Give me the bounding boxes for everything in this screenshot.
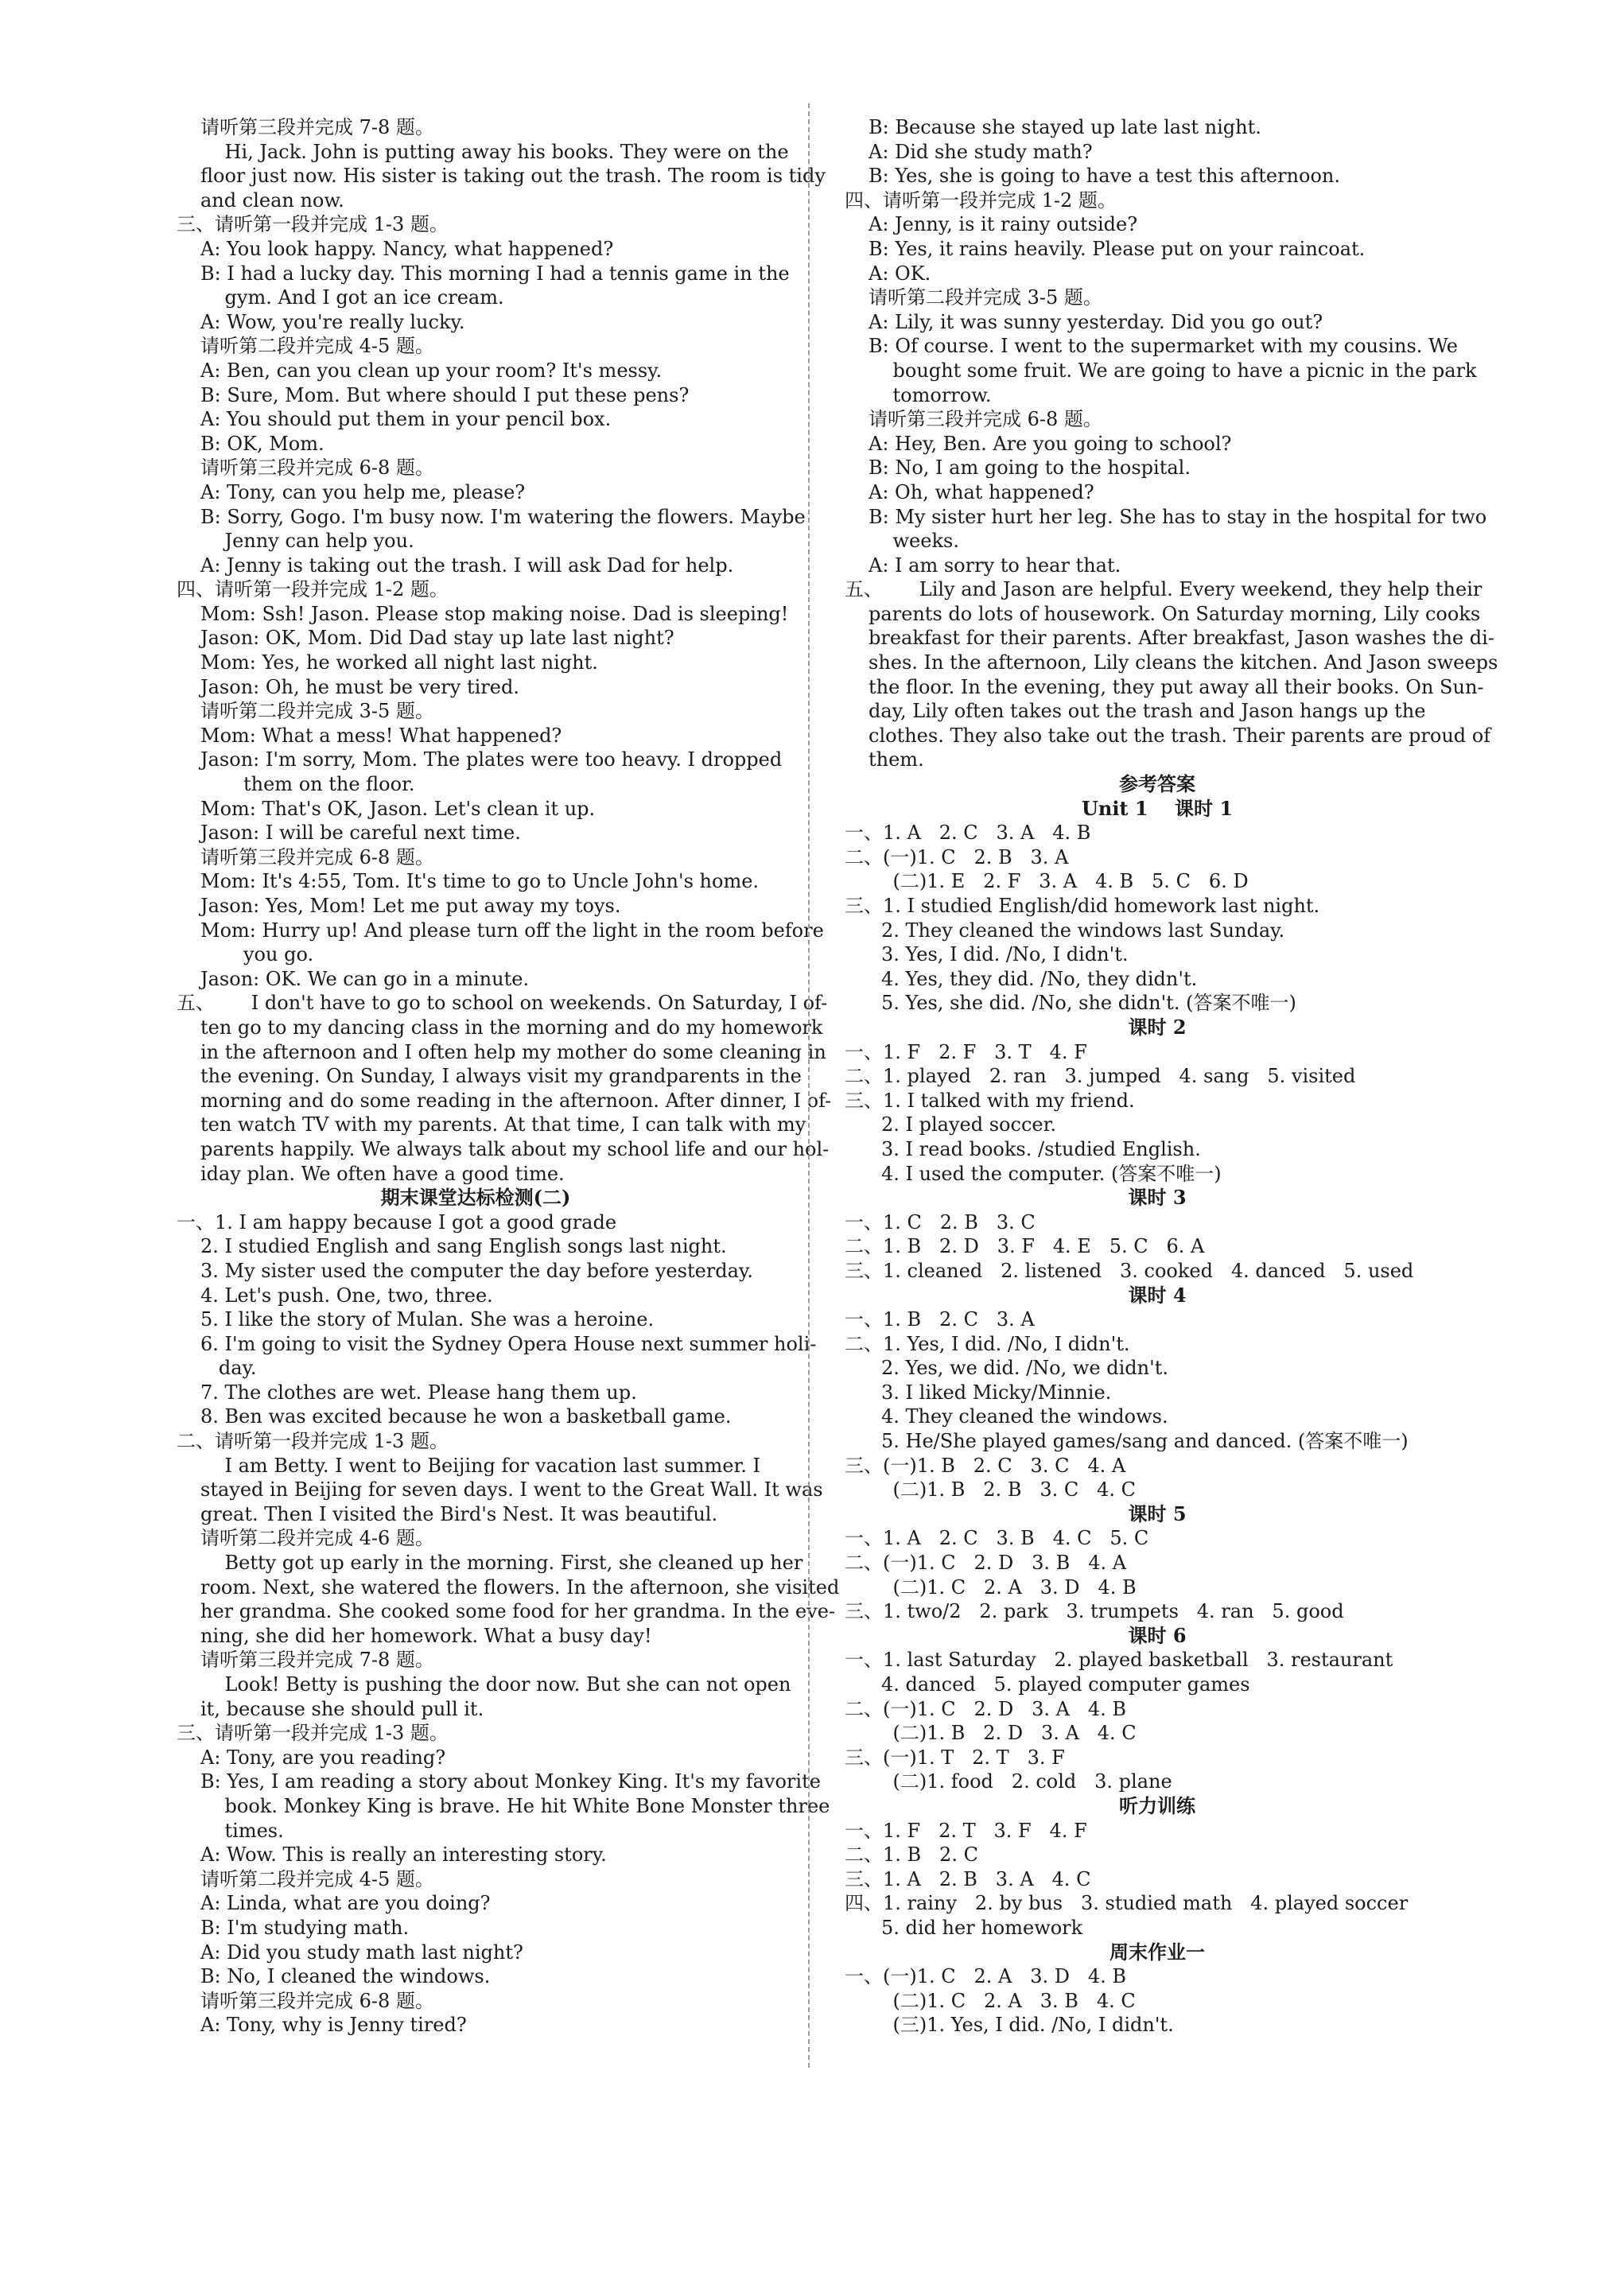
text-line: A: Wow. This is really an interesting story. [200, 1843, 607, 1867]
text-line: (二)1. C 2. A 3. D 4. B [869, 1575, 1137, 1599]
text-line: 三、(一)1. B 2. C 3. C 4. A [845, 1454, 1126, 1477]
text-line: B: I'm studying math. [200, 1916, 410, 1939]
text-line: parents do lots of housework. On Saturday morning, Lily cooks [869, 602, 1481, 625]
text-line: 6. I'm going to visit the Sydney Opera House next summer holi- [200, 1332, 817, 1355]
text-line: 三、请听第一段并完成 1-3 题。 [177, 1722, 449, 1745]
section-heading: 听力训练 [1119, 1793, 1195, 1817]
text-line: A: Wow, you're really lucky. [200, 310, 465, 333]
text-line: 五、 Lily and Jason are helpful. Every weekend, they help their [845, 578, 1483, 601]
text-line: 请听第三段并完成 6-8 题。 [869, 408, 1102, 431]
text-line: gym. And I got an ice cream. [200, 286, 504, 309]
text-line: 三、1. two/2 2. park 3. trumpets 4. ran 5. good [845, 1600, 1344, 1623]
text-line: 3. I liked Micky/Minnie. [881, 1381, 1112, 1404]
text-line: B: Because she stayed up late last night. [869, 116, 1261, 138]
text-line: (二)1. C 2. A 3. B 4. C [869, 1989, 1136, 2012]
text-line: day, Lily often takes out the trash and Jason hangs up the [869, 700, 1426, 723]
text-line: Look! Betty is pushing the door now. But she can not open [200, 1673, 791, 1696]
text-line: day. [200, 1357, 257, 1380]
left-column [177, 115, 840, 2038]
text-line: ning, she did her homework. What a busy day! [200, 1624, 652, 1647]
text-line: B: Yes, I am reading a story about Monkey King. It's my favorite [200, 1770, 821, 1793]
text-line: A: Did she study math? [869, 140, 1093, 163]
text-line: morning and do some reading in the afternoon. After dinner, I of- [200, 1089, 832, 1112]
text-line: A: Lily, it was sunny yesterday. Did you go out? [869, 310, 1323, 333]
text-line: A: Did you study math last night? [200, 1941, 523, 1964]
section-heading: 课时 5 [1128, 1502, 1187, 1525]
section-heading: 课时 3 [1128, 1186, 1187, 1210]
text-line: B: Yes, it rains heavily. Please put on your raincoat. [869, 237, 1366, 260]
text-line: A: Linda, what are you doing? [200, 1892, 491, 1915]
text-line: 三、(一)1. T 2. T 3. F [845, 1746, 1065, 1769]
text-line: book. Monkey King is brave. He hit White Bone Monster three [200, 1794, 830, 1817]
text-line: B: No, I cleaned the windows. [200, 1965, 491, 1988]
text-line: the floor. In the evening, they put away all their books. On Sun- [869, 675, 1484, 698]
text-line: 一、1. last Saturday 2. played basketball 3. restaurant [845, 1649, 1393, 1672]
text-line: 请听第三段并完成 6-8 题。 [200, 1989, 434, 2012]
text-line: 二、(一)1. C 2. B 3. A [845, 845, 1069, 868]
text-line: room. Next, she watered the flowers. In the afternoon, she visited [200, 1575, 840, 1599]
text-line: I am Betty. I went to Beijing for vacation last summer. I [200, 1454, 761, 1477]
text-line: 请听第二段并完成 4-5 题。 [200, 1867, 434, 1890]
text-line: 一、1. F 2. T 3. F 4. F [845, 1819, 1087, 1842]
text-line: parents happily. We always talk about my school life and our hol- [200, 1137, 830, 1160]
text-line: 五、 I don't have to go to school on weekends. On Saturday, I of- [177, 992, 828, 1015]
text-line: Mom: Yes, he worked all night last night. [200, 651, 598, 674]
text-line: A: Tony, can you help me, please? [200, 480, 526, 503]
text-line: 请听第二段并完成 3-5 题。 [200, 700, 434, 723]
text-line: (三)1. Yes, I did. /No, I didn't. [869, 2014, 1174, 2037]
text-line: 3. My sister used the computer the day before yesterday. [200, 1259, 753, 1282]
text-line: 一、1. F 2. F 3. T 4. F [845, 1040, 1087, 1063]
text-line: Jason: I will be careful next time. [200, 822, 521, 845]
text-line: B: I had a lucky day. This morning I had a tennis game in the [200, 262, 790, 285]
text-line: 请听第三段并完成 7-8 题。 [200, 1649, 434, 1672]
text-line: 2. Yes, we did. /No, we didn't. [881, 1357, 1168, 1380]
text-line: bought some fruit. We are going to have a picnic in the park [869, 359, 1477, 382]
text-line: 7. The clothes are wet. Please hang them up. [200, 1381, 637, 1404]
text-line: breakfast for their parents. After breakfast, Jason washes the di- [869, 627, 1494, 650]
text-line: 一、1. I am happy because I got a good grade [177, 1210, 617, 1233]
text-line: 四、请听第一段并完成 1-2 题。 [177, 578, 449, 601]
text-line: 4. Yes, they did. /No, they didn't. [881, 967, 1198, 990]
text-line: 请听第三段并完成 6-8 题。 [200, 845, 434, 868]
text-line: 3. Yes, I did. /No, I didn't. [881, 943, 1129, 966]
text-line: great. Then I visited the Bird's Nest. It was beautiful. [200, 1502, 718, 1525]
text-line: Jason: I'm sorry, Mom. The plates were too heavy. I dropped [200, 748, 783, 771]
text-line: times. [200, 1819, 284, 1842]
text-line: her grandma. She cooked some food for her grandma. In the eve- [200, 1600, 836, 1623]
text-line: 4. I used the computer. (答案不唯一) [881, 1162, 1222, 1185]
text-line: 四、1. rainy 2. by bus 3. studied math 4. played soccer [845, 1892, 1409, 1915]
text-line: Jason: OK, Mom. Did Dad stay up late last night? [200, 627, 674, 650]
text-line: 2. I played soccer. [881, 1113, 1057, 1136]
right-column [845, 115, 1498, 2038]
text-line: A: Jenny, is it rainy outside? [869, 213, 1138, 236]
text-line: 二、1. Yes, I did. /No, I didn't. [845, 1332, 1130, 1355]
text-line: Mom: What a mess! What happened? [200, 724, 562, 747]
text-line: A: Hey, Ben. Are you going to school? [869, 432, 1232, 455]
text-line: 3. I read books. /studied English. [881, 1137, 1201, 1160]
section-heading: 期末课堂达标检测(二) [380, 1186, 571, 1210]
text-line: B: OK, Mom. [200, 432, 324, 455]
text-line: stayed in Beijing for seven days. I went to the Great Wall. It was [200, 1478, 823, 1502]
text-line: A: Ben, can you clean up your room? It's messy. [200, 359, 663, 382]
section-heading: 课时 2 [1128, 1015, 1187, 1039]
text-line: 一、1. A 2. C 3. B 4. C 5. C [845, 1527, 1149, 1550]
text-line: 请听第二段并完成 3-5 题。 [869, 286, 1102, 309]
text-line: 一、1. A 2. C 3. A 4. B [845, 822, 1091, 845]
text-line: Mom: That's OK, Jason. Let's clean it up. [200, 797, 596, 820]
text-line: 一、1. C 2. B 3. C [845, 1210, 1036, 1233]
text-line: Jenny can help you. [200, 530, 414, 553]
text-line: 四、请听第一段并完成 1-2 题。 [845, 188, 1117, 212]
text-line: clothes. They also take out the trash. Their parents are proud of [869, 724, 1491, 747]
text-line: iday plan. We often have a good time. [200, 1162, 565, 1185]
text-line: 三、请听第一段并完成 1-3 题。 [177, 213, 449, 236]
text-line: 二、(一)1. C 2. D 3. B 4. A [845, 1552, 1127, 1575]
text-line: 三、1. A 2. B 3. A 4. C [845, 1867, 1091, 1890]
text-line: 三、1. I studied English/did homework last night. [845, 895, 1320, 917]
text-line: A: Jenny is taking out the trash. I will ask Dad for help. [200, 554, 734, 577]
text-line: 2. They cleaned the windows last Sunday. [881, 919, 1285, 942]
text-line: ten watch TV with my parents. At that time, I can talk with my [200, 1113, 806, 1136]
text-line: A: Oh, what happened? [869, 480, 1094, 503]
section-heading: 课时 6 [1128, 1623, 1187, 1647]
section-heading: 参考答案 [1119, 772, 1195, 796]
text-line: Mom: Hurry up! And please turn off the light in the room before [200, 919, 824, 942]
text-line: shes. In the afternoon, Lily cleans the kitchen. And Jason sweeps [869, 651, 1498, 674]
text-line: 三、1. I talked with my friend. [845, 1089, 1135, 1112]
text-line: weeks. [869, 530, 959, 553]
text-line: Mom: Ssh! Jason. Please stop making noise. Dad is sleeping! [200, 602, 789, 625]
text-line: A: You look happy. Nancy, what happened? [200, 237, 614, 260]
text-line: ten go to my dancing class in the morning and do my homework [200, 1016, 823, 1039]
text-line: (二)1. B 2. D 3. A 4. C [869, 1722, 1137, 1745]
text-line: them. [869, 748, 924, 771]
text-line: 请听第三段并完成 7-8 题。 [200, 116, 434, 138]
text-line: 4. Let's push. One, two, three. [200, 1284, 493, 1307]
text-line: 二、1. B 2. C [845, 1843, 978, 1867]
text-line: it, because she should pull it. [200, 1697, 484, 1720]
text-line: 8. Ben was excited because he won a basketball game. [200, 1405, 732, 1428]
column-divider [808, 103, 810, 2068]
text-line: Hi, Jack. John is putting away his books. They were on the [200, 140, 789, 163]
text-line: in the afternoon and I often help my mother do some cleaning in [200, 1040, 826, 1063]
text-line: B: No, I am going to the hospital. [869, 456, 1191, 480]
text-line: 5. He/She played games/sang and danced. (答案不唯一) [881, 1430, 1409, 1453]
text-line: Jason: OK. We can go in a minute. [200, 967, 530, 990]
section-heading: 周末作业一 [1110, 1940, 1205, 1964]
text-line: A: I am sorry to hear that. [869, 554, 1121, 577]
text-line: Betty got up early in the morning. First, she cleaned up her [200, 1552, 803, 1575]
text-line: the evening. On Sunday, I always visit my grandparents in the [200, 1065, 802, 1088]
text-line: 二、(一)1. C 2. D 3. A 4. B [845, 1697, 1127, 1720]
text-line: 二、1. played 2. ran 3. jumped 4. sang 5. visited [845, 1065, 1356, 1088]
text-line: 2. I studied English and sang English songs last night. [200, 1235, 727, 1258]
text-line: 4. They cleaned the windows. [881, 1405, 1168, 1428]
text-line: 5. I like the story of Mulan. She was a heroine. [200, 1308, 655, 1331]
text-line: Mom: It's 4:55, Tom. It's time to go to Uncle John's home. [200, 870, 760, 893]
text-line: 请听第三段并完成 6-8 题。 [200, 456, 434, 480]
text-line: (二)1. food 2. cold 3. plane [869, 1770, 1172, 1793]
text-line: you go. [243, 943, 314, 966]
section-heading: Unit 1 课时 1 [1081, 796, 1234, 820]
text-line: B: My sister hurt her leg. She has to stay in the hospital for two [869, 505, 1487, 528]
text-line: B: Sure, Mom. But where should I put these pens? [200, 383, 690, 406]
text-line: 三、1. cleaned 2. listened 3. cooked 4. danced 5. used [845, 1259, 1414, 1282]
text-line: B: Yes, she is going to have a test this afternoon. [869, 165, 1340, 188]
text-line: 请听第二段并完成 4-6 题。 [200, 1527, 434, 1550]
text-line: 一、(一)1. C 2. A 3. D 4. B [845, 1965, 1127, 1988]
text-line: (二)1. E 2. F 3. A 4. B 5. C 6. D [869, 870, 1249, 893]
text-line: floor just now. His sister is taking out the trash. The room is tidy [200, 165, 826, 188]
text-line: Jason: Yes, Mom! Let me put away my toys. [200, 895, 621, 917]
text-line: them on the floor. [243, 773, 415, 796]
text-line: A: OK. [869, 262, 931, 285]
text-line: 一、1. B 2. C 3. A [845, 1308, 1035, 1331]
text-line: (二)1. B 2. B 3. C 4. C [869, 1478, 1137, 1502]
text-line: A: You should put them in your pencil box. [200, 408, 612, 431]
text-line: 二、请听第一段并完成 1-3 题。 [177, 1430, 449, 1453]
text-line: B: Of course. I went to the supermarket with my cousins. We [869, 335, 1458, 358]
text-line: 二、1. B 2. D 3. F 4. E 5. C 6. A [845, 1235, 1205, 1258]
text-line: and clean now. [200, 188, 344, 212]
text-line: Jason: Oh, he must be very tired. [200, 675, 519, 698]
text-line: 4. danced 5. played computer games [881, 1673, 1250, 1696]
text-line: 5. did her homework [881, 1916, 1083, 1939]
text-line: A: Tony, are you reading? [200, 1746, 446, 1769]
text-line: 5. Yes, she did. /No, she didn't. (答案不唯一) [881, 992, 1296, 1015]
text-line: A: Tony, why is Jenny tired? [200, 2014, 467, 2037]
text-line: tomorrow. [869, 383, 992, 406]
section-heading: 课时 4 [1128, 1283, 1187, 1307]
text-line: 请听第二段并完成 4-5 题。 [200, 335, 434, 358]
text-line: B: Sorry, Gogo. I'm busy now. I'm watering the flowers. Maybe [200, 505, 806, 528]
